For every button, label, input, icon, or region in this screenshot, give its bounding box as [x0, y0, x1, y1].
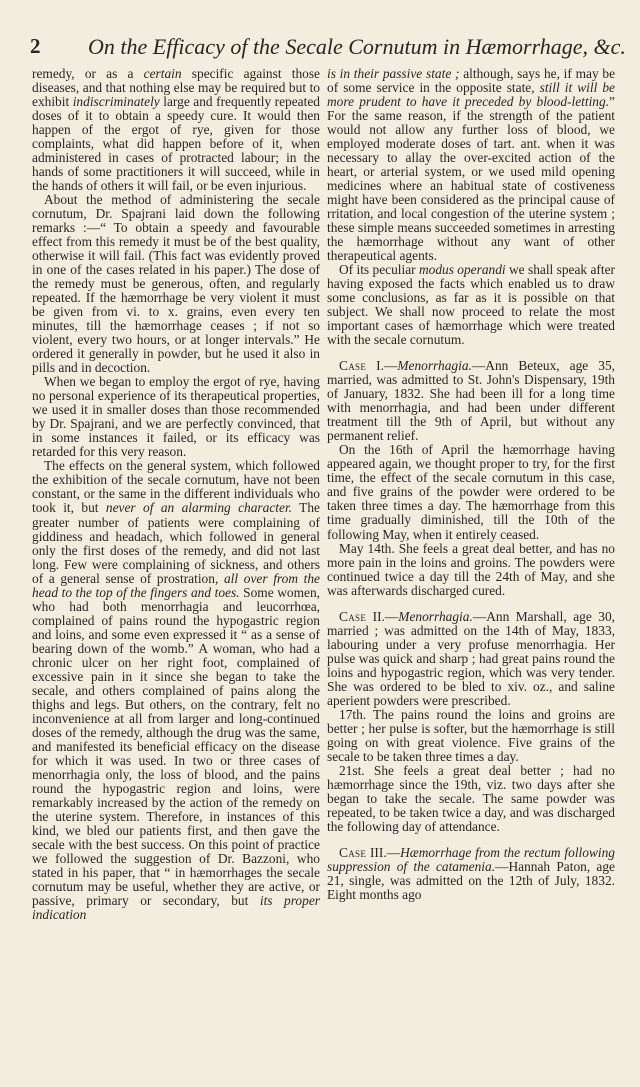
left-paragraph [32, 193, 320, 375]
page-header [30, 34, 626, 64]
text-run: III.— [366, 844, 401, 860]
text-run: 21st. She feels a great deal better ; had no hæmorrhage since the 19th, viz. two days after she began to take the secale. The same powder was repeated, to be taken twice a day, and was discharged the following day of attendance. [327, 762, 615, 834]
right-paragraph [327, 764, 615, 834]
right-paragraph [327, 542, 615, 598]
right-paragraph [327, 708, 615, 764]
italic-text: all over from the head to the top of the fingers and toes. [32, 570, 320, 600]
text-run: When we began to employ the ergot of rye, having no personal experience of its therapeutical properties, we used it in smaller doses than those recommended by Dr. Spajrani, and we are perfectly convinced, that in some instances it failed, or its efficacy was retarded for this very reason. [32, 374, 320, 460]
text-run: —Ann Beteux, age 35, married, was admitted to St. John's Dispensary, 19th of January, 1832. She had been ill for a long time with menorrhagia, and had been under different treatment till the 9th of April, but without any permanent relief. [327, 358, 615, 444]
right-case-paragraph [327, 610, 615, 708]
running-title: On the Efficacy of the Secale Cornutum in Hæmorrhage, &c. [88, 34, 626, 59]
left-paragraph [32, 375, 320, 459]
text-run: II.— [366, 608, 399, 624]
text-run: ” For the same reason, if the strength of the patient would not allow any further loss of blood, we employed moderate doses of tart. ant. when it was necessary to allay the over-excited action of the heart, or arterial system, or we used mild opening medicines where an habitual state of costiveness might have been considered as the principal cause of rritation, and local congestion of the uterine system ; these simple means succeeded sometimes in arresting the hæmorrhage without any want of other therapeutical agents. [327, 94, 615, 264]
case-heading: Case [339, 844, 367, 860]
text-run: I.— [366, 358, 398, 374]
italic-text: Hæmorrhage from the rectum following suppression of the catamenia. [327, 844, 615, 874]
right-column [327, 67, 615, 1083]
text-run: large and frequently repeated doses of it to obtain a speedy cure. It would then happen of the ergot of rye, given for those complaints, what did happen before of it, when administered in cases of protracted labour; in the hands of some practitioners it will succeed, while in the hands of others it will fail, or be even injurious. [32, 94, 320, 194]
text-run: The effects on the general system, which followed the exhibition of the secale cornutum, have not been constant, or the same in the different individuals who took it, but [32, 458, 320, 516]
italic-text: never of an alarming character. [105, 500, 293, 516]
italic-text: Menorrhagia. [398, 608, 473, 624]
left-paragraph [32, 67, 320, 193]
case-heading: Case [339, 358, 367, 374]
text-run: On the 16th of April the hæmorrhage having appeared again, we thought proper to try, for the first time, the effect of the secale cornutum in this case, and five grains of the powder were ordered to be taken three times a day. The hæmorrhage from this time gradually diminished, till the 10th of the following May, when it entirely ceased. [327, 442, 615, 542]
right-case-paragraph [327, 359, 615, 443]
right-case-paragraph [327, 846, 615, 902]
text-run: May 14th. She feels a great deal better, and has no more pain in the loins and groins. The powders were continued twice a day till the 24th of May, and she was afterwards discharged cured. [327, 540, 615, 598]
left-paragraph [32, 459, 320, 922]
italic-text: certain [143, 67, 182, 81]
text-run: About the method of administering the secale cornutum, Dr. Spajrani laid down the following remarks :—“ To obtain a speedy and favourable effect from this remedy it must be of the best quality, otherwise it will fail. (This fact was evidently proved in one of the cases related in his paper.) The dose of the remedy must be generous, often, and regularly repeated. If the hæmorrhage be very violent it must be given from vi. to x. grains, even every ten minutes, till the hæmorrhage ceases ; if not so violent, every two hours, or at longer intervals.” He ordered it generally in powder, but he used it also in pills and in decoction. [32, 192, 320, 376]
italic-text: is in their passive state ; [327, 67, 460, 81]
left-column [32, 67, 320, 1083]
text-run: —Hannah Paton, age 21, single, was admitted on the 12th of July, 1832. Eight months ago [327, 858, 615, 902]
text-run: Some women, who had both menorrhagia and leucorrhœa, complained of pains round the hypogastric region and loins, and some even expressed it “ as a sense of bearing down of the womb.” A woman, who had a chronic ulcer on her right foot, complained of excessive pain in it since she began to take the secale, and others complained of pains along the thighs and legs. But others, on the contrary, felt no inconvenience at all from larger and long-continued doses of the remedy, although the drug was the same, and manifested its beneficial efficacy on the disease for which it was used. In two or three cases of menorrhagia only, the loss of blood, and the pains round the hypogastric region and loins, were remarkably increased by the action of the remedy on the uterine system. Therefore, in instances of this kind, we bled our patients first, and then gave the secale with the best success. On this point of practice we followed the suggestion of Dr. Bazzoni, who stated in his paper, that “ in hæmorrhages the secale cornutum may be useful, whether they are active, or passive, primary or secondary, but [32, 584, 320, 908]
right-paragraph [327, 443, 615, 541]
italic-text: indiscriminately [72, 94, 160, 110]
text-run: —Ann Marshall, age 30, married ; was admitted on the 14th of May, 1833, labouring under a very profuse menorrhagia. Her pulse was quick and sharp ; had great pains round the loins and hypogastric region, which was very tender. She was ordered to be bled to xiv. oz., and saline aperient powders were prescribed. [327, 608, 615, 708]
text-run: remedy, or as a [32, 67, 144, 81]
text-run: Of its peculiar [339, 262, 419, 278]
text-run: we shall speak after having exposed the facts which enabled us to draw some conclusions, as far as it is possible on that subject. We shall now proceed to relate the most important cases of hæmorrhage which were treated with the secale cornutum. [327, 262, 615, 348]
case-heading: Case [339, 608, 367, 624]
right-paragraph [327, 67, 615, 263]
text-run: The greater number of patients were complaining of giddiness and headach, which followed in general only the first doses of the remedy, and did not last long. Few were complaining of sickness, and others of a general sense of prostration, [32, 500, 320, 586]
text-run: 17th. The pains round the loins and groins are better ; her pulse is softer, but the hæmorrhage is still going on with great violence. Five grains of the secale to be taken three times a day. [327, 706, 615, 764]
right-paragraph [327, 263, 615, 347]
italic-text: its proper indication [32, 892, 320, 922]
italic-text: Menorrhagia. [397, 358, 472, 374]
italic-text: modus operandi [418, 262, 506, 278]
italic-text: still it will be more prudent to have it preceded by blood-letting. [327, 80, 615, 110]
text-run: specific against those diseases, and that nothing else may be required but to exhibit [32, 67, 320, 110]
text-run: although, says he, if may be of some service in the opposite state, [327, 67, 615, 96]
page-number: 2 [30, 34, 41, 58]
